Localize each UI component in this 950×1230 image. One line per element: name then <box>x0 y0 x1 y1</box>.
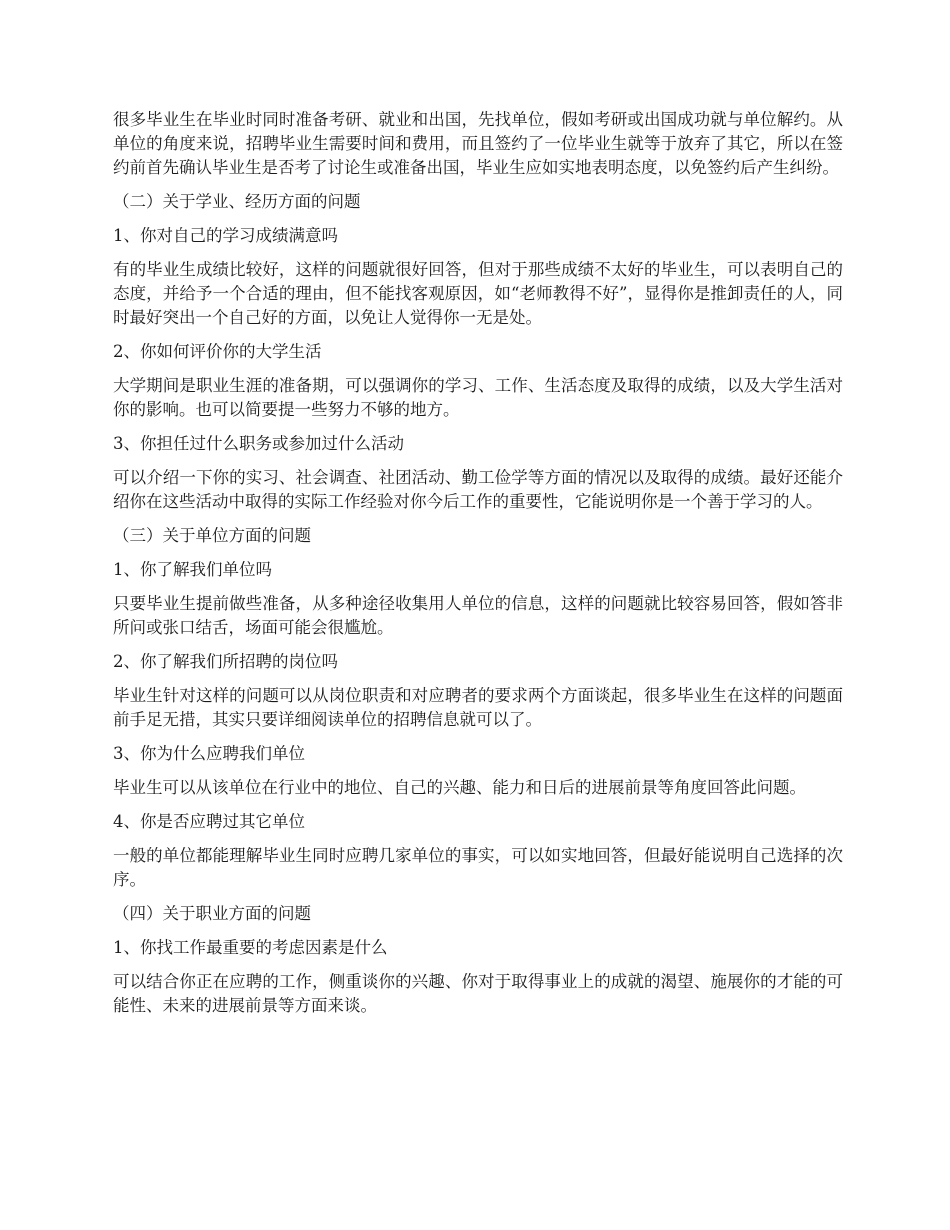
paragraph: 很多毕业生在毕业时同时准备考研、就业和出国，先找单位，假如考研或出国成功就与单位解约。从单位的角度来说，招聘毕业生需要时间和费用，而且签约了一位毕业生就等于放弃了其它，所以在签约前首先确认毕业生是否考了讨论生或准备出国，毕业生应如实地表明态度，以免签约后产生纠纷。 <box>113 110 843 177</box>
paragraph: 可以结合你正在应聘的工作，侧重谈你的兴趣、你对于取得事业上的成就的渴望、施展你的才能的可能性、未来的进展前景等方面来谈。 <box>113 972 843 1015</box>
section-heading: （三）关于单位方面的问题 <box>113 526 311 545</box>
paragraph: 大学期间是职业生涯的准备期，可以强调你的学习、工作、生活态度及取得的成绩，以及大学生活对你的影响。也可以简要提一些努力不够的地方。 <box>113 376 843 419</box>
document-page <box>113 108 843 1028</box>
question-heading: 3、你担任过什么职务或参加过什么活动 <box>113 434 404 453</box>
question-heading: 2、你如何评价你的大学生活 <box>113 342 322 361</box>
paragraph: 一般的单位都能理解毕业生同时应聘几家单位的事实，可以如实地回答，但最好能说明自己选择的次序。 <box>113 846 843 889</box>
paragraph: 有的毕业生成绩比较好，这样的问题就很好回答，但对于那些成绩不太好的毕业生，可以表明自己的态度，并给予一个合适的理由，但不能找客观原因，如“老师教得不好”，显得你是推卸责任的人，同时最好突出一个自己好的方面，以免让人觉得你一无是处。 <box>113 260 843 327</box>
paragraph: 可以介绍一下你的实习、社会调查、社团活动、勤工俭学等方面的情况以及取得的成绩。最好还能介绍你在这些活动中取得的实际工作经验对你今后工作的重要性，它能说明你是一个善于学习的人。 <box>113 468 843 511</box>
question-heading: 4、你是否应聘过其它单位 <box>113 812 305 831</box>
section-heading: （四）关于职业方面的问题 <box>113 904 311 923</box>
question-heading: 2、你了解我们所招聘的岗位吗 <box>113 652 338 671</box>
paragraph: 毕业生可以从该单位在行业中的地位、自己的兴趣、能力和日后的进展前景等角度回答此问题。 <box>113 778 806 797</box>
question-heading: 3、你为什么应聘我们单位 <box>113 744 305 763</box>
paragraph: 只要毕业生提前做些准备，从多种途径收集用人单位的信息，这样的问题就比较容易回答，假如答非所问或张口结舌，场面可能会很尴尬。 <box>113 594 843 637</box>
section-heading: （二）关于学业、经历方面的问题 <box>113 192 361 211</box>
question-heading: 1、你对自己的学习成绩满意吗 <box>113 226 338 245</box>
paragraph: 毕业生针对这样的问题可以从岗位职责和对应聘者的要求两个方面谈起，很多毕业生在这样的问题面前手足无措，其实只要详细阅读单位的招聘信息就可以了。 <box>113 686 843 729</box>
question-heading: 1、你找工作最重要的考虑因素是什么 <box>113 938 388 957</box>
question-heading: 1、你了解我们单位吗 <box>113 560 272 579</box>
